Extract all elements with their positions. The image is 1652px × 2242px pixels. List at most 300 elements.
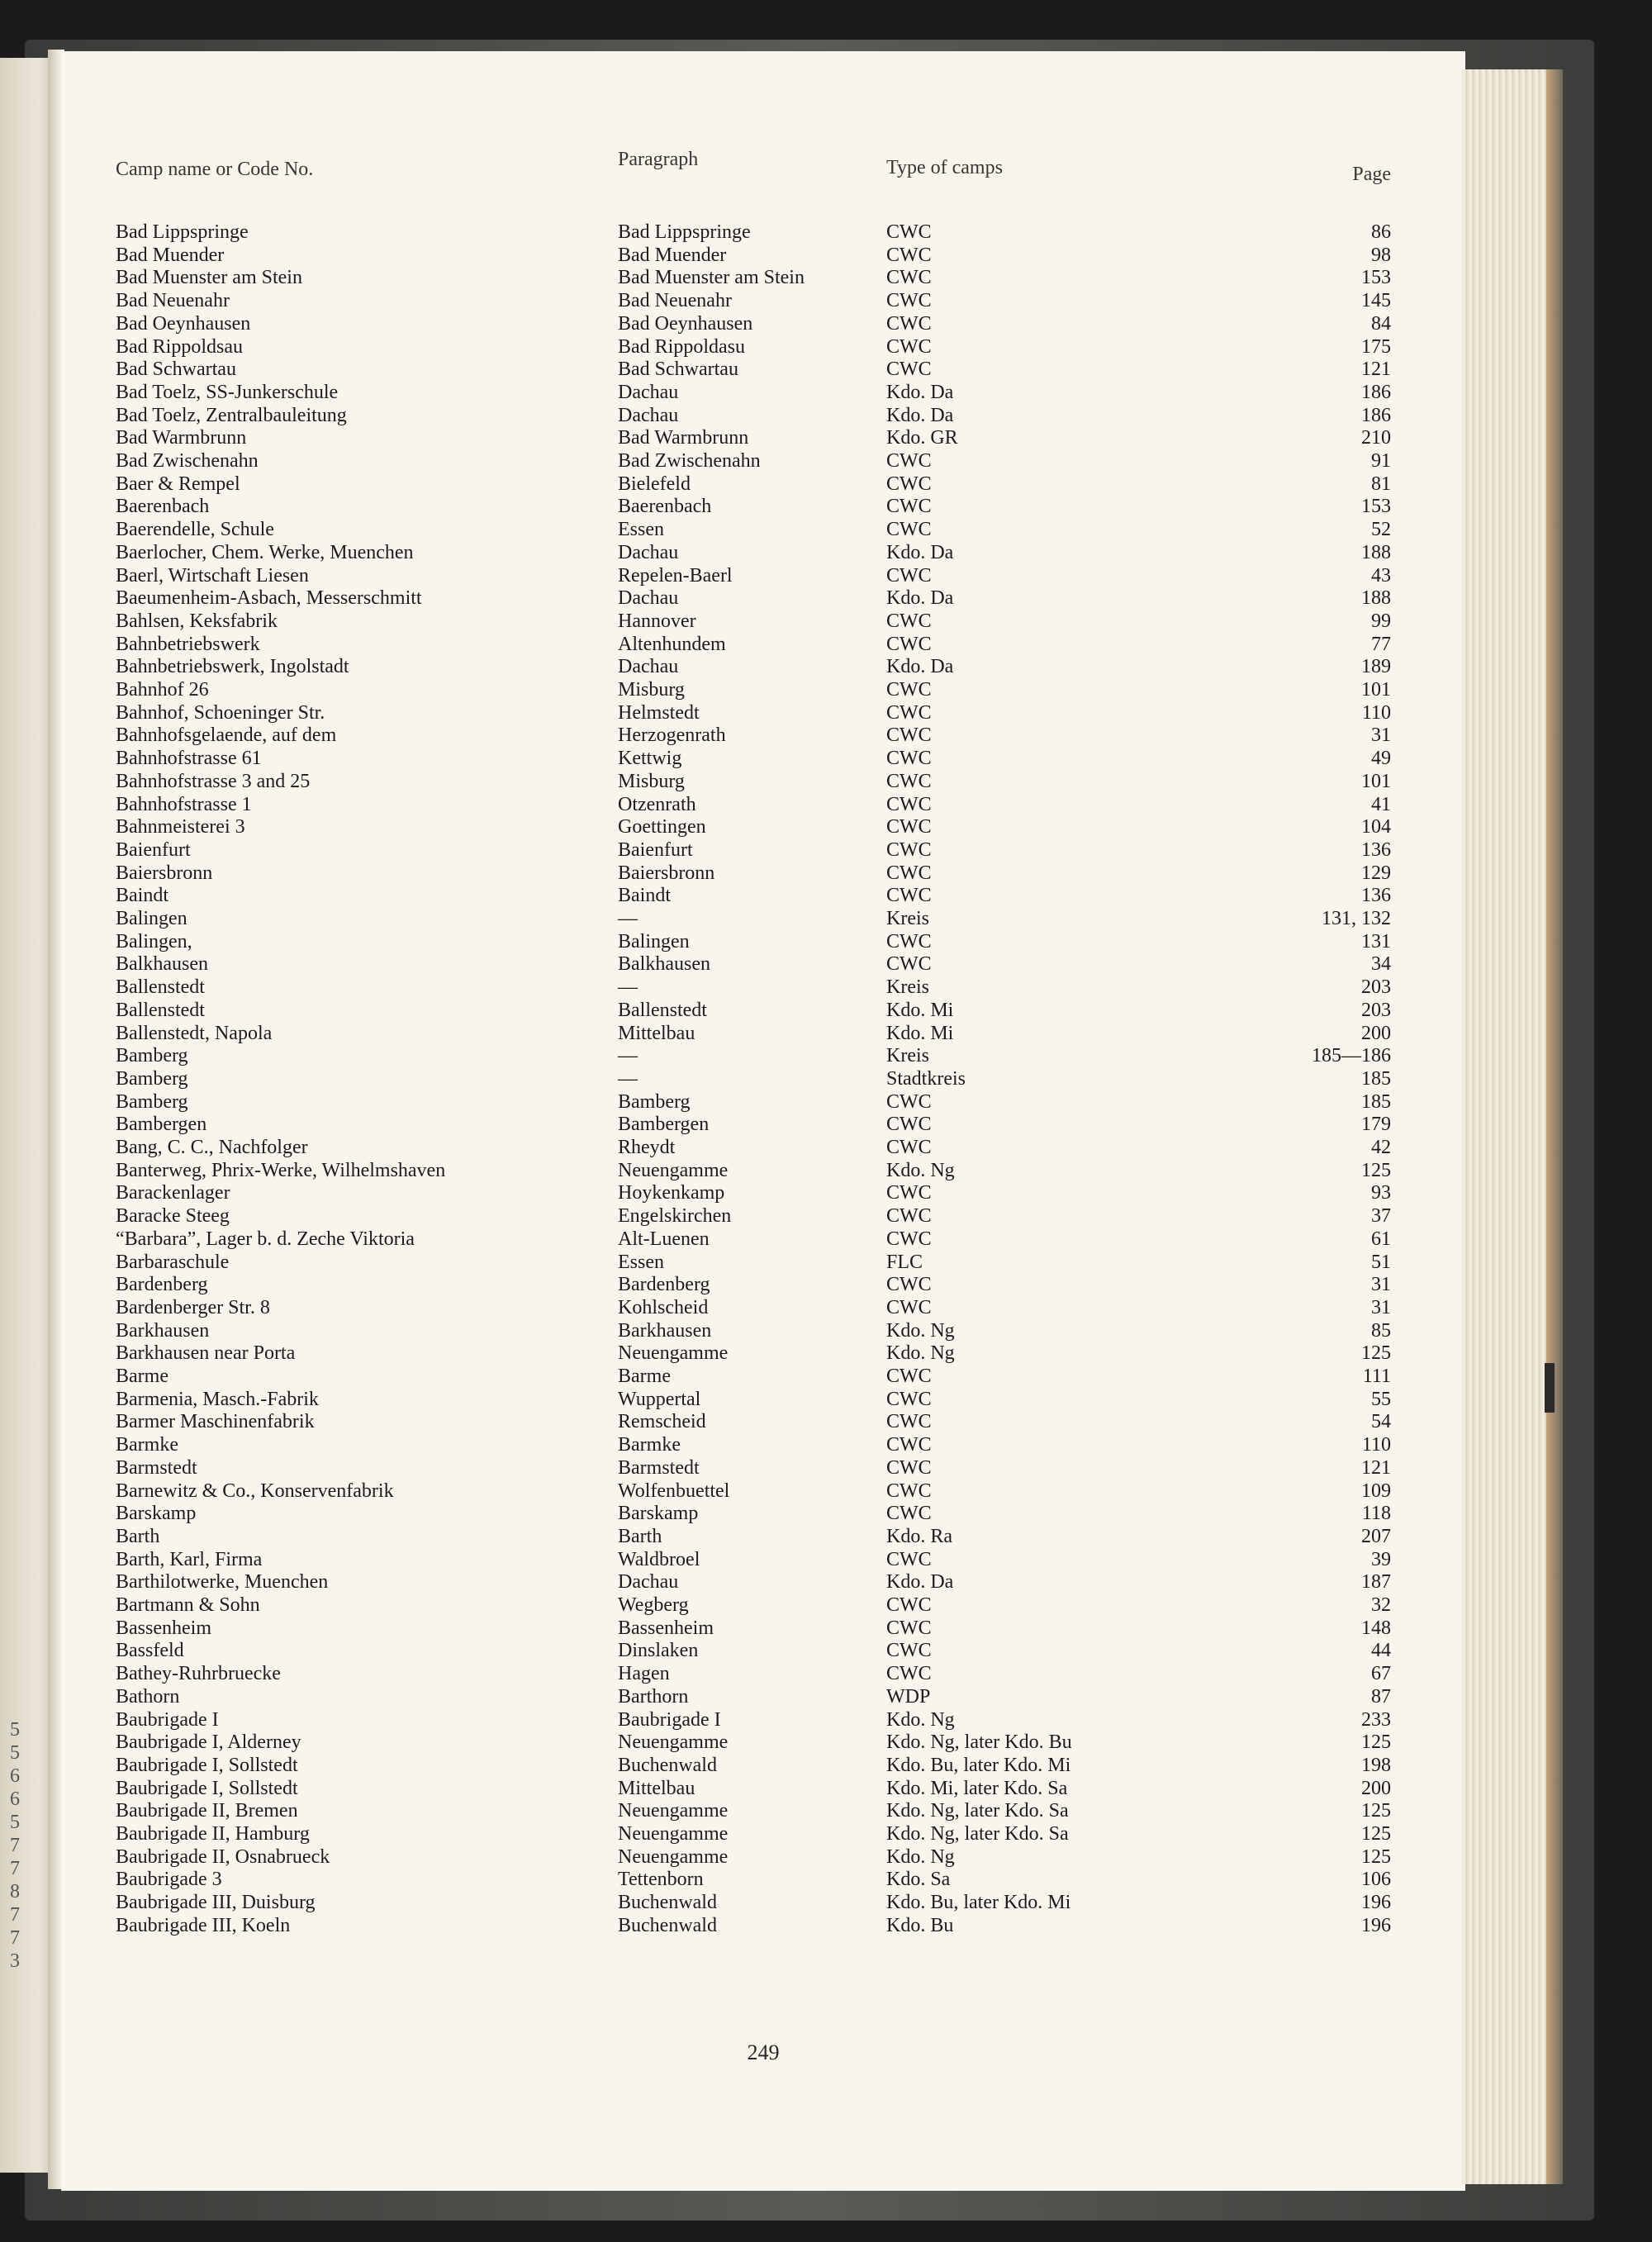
page-cell: 153 [1361,267,1391,289]
page-cell: 99 [1371,610,1391,632]
paragraph-cell: Bad Oeynhausen [618,312,753,335]
page-cell: 118 [1361,1503,1391,1525]
camp-name-cell: Baerendelle, Schule [116,519,274,541]
camp-name-cell: Bahnhof, Schoeninger Str. [116,701,325,724]
paragraph-cell: Baerenbach [618,496,712,518]
paragraph-cell: Bad Lippspringe [618,221,751,243]
table-row [61,952,1465,976]
type-cell: CWC [886,770,932,792]
table-row [61,1342,1465,1365]
left-page-margin-digits [2,1718,20,1973]
paragraph-cell: Baindt [618,885,671,907]
type-cell: CWC [886,1388,932,1410]
page-cell: 210 [1361,427,1391,449]
table-row [61,862,1465,885]
camp-name-cell: Barmenia, Masch.-Fabrik [116,1388,319,1410]
table-row [61,1480,1465,1503]
page-cell: 198 [1361,1754,1391,1776]
type-cell: CWC [886,1480,932,1502]
camp-name-cell: Bahnmeisterei 3 [116,816,245,838]
type-cell: WDP [886,1685,931,1708]
paragraph-cell: Dachau [618,1571,679,1594]
paragraph-cell: Rheydt [618,1137,676,1158]
page-cell: 43 [1371,564,1391,587]
page-cell: 203 [1361,976,1391,999]
page-cell: 52 [1371,519,1391,541]
table-row [61,815,1465,838]
paragraph-cell: Kohlscheid [618,1296,709,1318]
type-cell: CWC [886,244,932,266]
page-cell: 110 [1361,701,1391,724]
table-row [61,1914,1465,1937]
page-cell: 125 [1361,1159,1391,1181]
page-cell: 54 [1371,1411,1391,1433]
paragraph-cell: Barkhausen [618,1319,712,1342]
table-row [61,1822,1465,1845]
table-row [61,1617,1465,1640]
page-cell: 44 [1371,1640,1391,1662]
page-cell: 77 [1371,633,1391,655]
camp-name-cell: Barth, Karl, Firma [116,1548,263,1570]
type-cell: CWC [886,1411,932,1433]
header-page: Page [1352,164,1391,185]
page-cell: 55 [1371,1388,1391,1410]
page-cell: 87 [1371,1685,1391,1708]
page-cell: 145 [1361,290,1391,312]
table-row [61,1891,1465,1914]
type-cell: CWC [886,748,932,770]
page-cell: 129 [1361,862,1391,884]
table-row [61,1251,1465,1274]
paragraph-cell: Wuppertal [618,1388,701,1410]
camp-name-cell: Baer & Rempel [116,473,240,495]
camp-name-cell: Baienfurt [116,838,191,861]
paragraph-cell: Dachau [618,404,679,426]
table-row [61,426,1465,449]
margin-digit: 8 [10,1881,20,1902]
paragraph-cell: Dinslaken [618,1640,699,1662]
table-row [61,884,1465,907]
page-cell: 131, 132 [1322,908,1391,929]
table-row [61,1044,1465,1067]
table-row [61,1433,1465,1456]
paragraph-cell: Barthorn [618,1685,689,1708]
page-cell: 106 [1361,1869,1391,1891]
page-cell: 125 [1361,1342,1391,1365]
camp-name-cell: Baubrigade 3 [116,1869,222,1891]
paragraph-cell: Neuengamme [618,1159,729,1181]
table-row [61,770,1465,793]
margin-digit: 7 [10,1858,20,1879]
type-cell: CWC [886,679,932,701]
page-cell: 84 [1371,312,1391,335]
camp-name-cell: Baeumenheim-Asbach, Messerschmitt [116,587,422,610]
paragraph-cell: Neuengamme [618,1800,729,1822]
camp-name-cell: Bahnbetriebswerk [116,633,260,655]
type-cell: Kdo. Ng [886,1159,955,1181]
camp-name-cell: Ballenstedt [116,976,205,999]
paragraph-cell: Barth [618,1525,662,1547]
paragraph-cell: Bad Warmbrunn [618,427,749,449]
header-type: Type of camps [886,157,1003,178]
camp-name-cell: Baiersbronn [116,862,213,884]
page-cell: 186 [1361,381,1391,403]
paragraph-cell: Neuengamme [618,1823,729,1845]
camp-name-cell: Ballenstedt, Napola [116,1022,273,1044]
camp-name-cell: Baracke Steeg [116,1205,230,1228]
page-cell: 110 [1361,1434,1391,1456]
camp-name-cell: Baubrigade II, Osnabrueck [116,1845,330,1868]
camp-name-cell: Bahlsen, Keksfabrik [116,610,278,632]
page-cell: 31 [1371,724,1391,747]
paragraph-cell: Bad Rippoldasu [618,335,745,358]
type-cell: Kdo. Ng [886,1342,955,1365]
table-row [61,518,1465,541]
camp-name-cell: Bathey-Ruhrbruecke [116,1663,281,1685]
type-cell: Kreis [886,976,929,999]
paragraph-cell: Essen [618,1251,664,1273]
camp-name-cell: Bad Rippoldsau [116,335,243,358]
page-cell: 41 [1371,793,1391,815]
paragraph-cell: Mittelbau [618,1022,695,1044]
camp-name-cell: Baerlocher, Chem. Werke, Muenchen [116,541,414,563]
table-row [61,1868,1465,1891]
camp-name-cell: Bassenheim [116,1617,211,1639]
table-row [61,1113,1465,1136]
table-row [61,564,1465,587]
paragraph-cell: Bamberg [618,1090,691,1113]
camp-name-cell: Bahnhof 26 [116,679,209,701]
page-cell: 196 [1361,1914,1391,1936]
type-cell: CWC [886,793,932,815]
page-cell: 186 [1361,404,1391,426]
table-row [61,1708,1465,1731]
paragraph-cell: Bad Muender [618,244,727,266]
type-cell: Kdo. Ra [886,1525,952,1547]
type-cell: CWC [886,1594,932,1616]
type-cell: CWC [886,221,932,243]
paragraph-cell: Bad Schwartau [618,359,738,381]
camp-name-cell: Bad Warmbrunn [116,427,247,449]
camp-name-cell: Baubrigade II, Bremen [116,1800,298,1822]
table-row [61,449,1465,473]
margin-digit: 7 [10,1904,20,1926]
margin-digit: 3 [10,1950,20,1972]
margin-digit: 7 [10,1927,20,1949]
paragraph-cell: Hagen [618,1663,670,1685]
table-row [61,1845,1465,1869]
paragraph-cell: Bardenberg [618,1274,710,1296]
table-row [61,1525,1465,1548]
table-row [61,1365,1465,1388]
table-row [61,587,1465,610]
camp-name-cell: Bambergen [116,1114,207,1136]
paragraph-cell: Hannover [618,610,696,632]
page-cell: 101 [1361,679,1391,701]
type-cell: CWC [886,1296,932,1318]
page-number: 249 [747,2040,780,2064]
page-cell: 49 [1371,748,1391,770]
type-cell: Kdo. Da [886,587,954,610]
type-cell: Kdo. Da [886,381,954,403]
type-cell: CWC [886,1663,932,1685]
paragraph-cell: Goettingen [618,816,706,838]
paragraph-cell: Barmke [618,1434,681,1456]
type-cell: Kdo. Ng [886,1845,955,1868]
page-gutter [48,50,64,2189]
page-cell: 51 [1371,1251,1391,1273]
table-row [61,335,1465,359]
table-row [61,1570,1465,1594]
margin-digit: 5 [10,1742,20,1764]
header-paragraph: Paragraph [618,149,699,170]
type-cell: CWC [886,930,932,952]
page-cell: 93 [1371,1182,1391,1204]
type-cell: CWC [886,1137,932,1158]
paragraph-cell: Tettenborn [618,1869,704,1891]
camp-name-cell: Bad Lippspringe [116,221,249,243]
page-cell: 111 [1362,1366,1391,1387]
page-cell: 34 [1371,953,1391,976]
paragraph-cell: Kettwig [618,748,682,770]
page-cell: 39 [1371,1548,1391,1570]
table-row [61,999,1465,1022]
camp-name-cell: Bad Schwartau [116,359,236,381]
page-cell: 32 [1371,1594,1391,1616]
camp-name-cell: Baubrigade I [116,1708,219,1731]
type-cell: Kdo. Ng, later Kdo. Sa [886,1800,1069,1822]
paragraph-cell: Mittelbau [618,1777,695,1799]
type-cell: Kreis [886,1045,929,1067]
type-cell: Kdo. Ng [886,1319,955,1342]
camp-name-cell: Bamberg [116,1090,188,1113]
table-row [61,1159,1465,1182]
type-cell: CWC [886,267,932,289]
paragraph-cell: Bielefeld [618,473,691,495]
page-cell: 179 [1361,1114,1391,1136]
table-row [61,701,1465,724]
type-cell: CWC [886,1114,932,1136]
type-cell: CWC [886,1205,932,1228]
type-cell: CWC [886,1366,932,1387]
table-row [61,221,1465,244]
camp-name-cell: “Barbara”, Lager b. d. Zeche Viktoria [116,1228,415,1250]
paragraph-cell: Wegberg [618,1594,689,1616]
paragraph-cell: — [618,1045,638,1067]
page-cell: 207 [1361,1525,1391,1547]
book-page [61,51,1465,2191]
page-cell: 148 [1361,1617,1391,1639]
type-cell: Kdo. Mi [886,1022,954,1044]
page-cell: 196 [1361,1892,1391,1914]
camp-name-cell: Barskamp [116,1503,197,1525]
paragraph-cell: Buchenwald [618,1754,717,1776]
type-cell: FLC [886,1251,923,1273]
page-cell: 121 [1361,359,1391,381]
table-row [61,1319,1465,1342]
table-row [61,1388,1465,1411]
camp-name-cell: Bamberg [116,1067,188,1090]
table-row [61,1662,1465,1685]
page-cell: 42 [1371,1137,1391,1158]
page-cell: 98 [1371,244,1391,266]
camp-name-cell: Bad Neuenahr [116,290,230,312]
camp-name-cell: Baubrigade I, Sollstedt [116,1777,298,1799]
page-cell: 188 [1361,587,1391,610]
camp-name-cell: Bahnhofstrasse 1 [116,793,252,815]
camp-name-cell: Baindt [116,885,169,907]
type-cell: CWC [886,838,932,861]
paragraph-cell: Bad Muenster am Stein [618,267,805,289]
page-cell: 85 [1371,1319,1391,1342]
camp-name-cell: Baubrigade I, Sollstedt [116,1754,298,1776]
page-cell: 125 [1361,1845,1391,1868]
page-cell: 109 [1361,1480,1391,1502]
camp-name-cell: Balingen [116,908,188,929]
camp-name-cell: Barbaraschule [116,1251,230,1273]
camp-name-cell: Balingen, [116,930,192,952]
table-row [61,655,1465,678]
table-row [61,1090,1465,1114]
camp-name-cell: Baubrigade III, Duisburg [116,1892,316,1914]
camp-name-cell: Bahnhofstrasse 61 [116,748,262,770]
table-row [61,747,1465,770]
paragraph-cell: Bad Neuenahr [618,290,732,312]
type-cell: CWC [886,1434,932,1456]
camp-name-cell: Bardenberger Str. 8 [116,1296,270,1318]
page-cell: 153 [1361,496,1391,518]
page-cell: 81 [1371,473,1391,495]
paragraph-cell: Bambergen [618,1114,710,1136]
paragraph-cell: Barme [618,1366,671,1387]
table-row [61,1181,1465,1204]
table-row [61,610,1465,633]
paragraph-cell: Balingen [618,930,690,952]
page-cell: 185 [1361,1067,1391,1090]
camp-name-cell: Bassfeld [116,1640,184,1662]
camp-name-cell: Bad Muenster am Stein [116,267,302,289]
type-cell: CWC [886,335,932,358]
paragraph-cell: Engelskirchen [618,1205,732,1228]
paragraph-cell: — [618,1067,638,1090]
table-row [61,312,1465,335]
camp-name-cell: Barkhausen near Porta [116,1342,296,1365]
paragraph-cell: Hoykenkamp [618,1182,725,1204]
table-row [61,678,1465,701]
paragraph-cell: Bassenheim [618,1617,714,1639]
page-cell: 185—186 [1312,1045,1391,1067]
table-row [61,1204,1465,1228]
camp-name-cell: Bamberg [116,1045,188,1067]
table-row [61,541,1465,564]
table-row [61,1296,1465,1319]
type-cell: Kdo. Mi, later Kdo. Sa [886,1777,1068,1799]
paragraph-cell: Remscheid [618,1411,706,1433]
table-row [61,289,1465,312]
paragraph-cell: Balkhausen [618,953,710,976]
type-cell: CWC [886,1548,932,1570]
camp-name-cell: Bad Zwischenahn [116,450,259,472]
page-cell: 121 [1361,1456,1391,1479]
type-cell: CWC [886,290,932,312]
camp-name-cell: Bahnbetriebswerk, Ingolstadt [116,656,349,678]
table-row [61,1594,1465,1617]
camp-name-cell: Bad Toelz, Zentralbauleitung [116,404,347,426]
type-cell: CWC [886,724,932,747]
page-cell: 203 [1361,999,1391,1021]
paragraph-cell: Altenhundem [618,633,726,655]
paragraph-cell: Baiersbronn [618,862,715,884]
margin-digit: 6 [10,1788,20,1810]
table-row [61,1731,1465,1754]
type-cell: Kdo. Da [886,541,954,563]
type-cell: CWC [886,312,932,335]
camp-name-cell: Baubrigade III, Koeln [116,1914,291,1936]
type-cell: CWC [886,1274,932,1296]
margin-digit: 5 [10,1812,20,1833]
table-row [61,358,1465,381]
table-row [61,244,1465,267]
page-cell: 125 [1361,1731,1391,1754]
page-cell: 136 [1361,838,1391,861]
page-cell: 200 [1361,1777,1391,1799]
paragraph-cell: Dachau [618,656,679,678]
type-cell: CWC [886,496,932,518]
page-cell: 31 [1371,1296,1391,1318]
page-cell: 187 [1361,1571,1391,1594]
type-cell: CWC [886,701,932,724]
page-cell: 189 [1361,656,1391,678]
table-row [61,473,1465,496]
table-row [61,1548,1465,1571]
paragraph-cell: Ballenstedt [618,999,707,1021]
paragraph-cell: Waldbroel [618,1548,700,1570]
type-cell: Kreis [886,908,929,929]
header-camp-name: Camp name or Code No. [116,159,314,180]
page-cell: 136 [1361,885,1391,907]
page-cell: 185 [1361,1090,1391,1113]
type-cell: CWC [886,816,932,838]
table-row [61,724,1465,747]
type-cell: CWC [886,359,932,381]
table-row [61,1273,1465,1296]
page-cell: 233 [1361,1708,1391,1731]
paragraph-cell: Baubrigade I [618,1708,721,1731]
page-cell: 91 [1371,450,1391,472]
table-row [61,1685,1465,1708]
page-cell: 175 [1361,335,1391,358]
camp-name-cell: Barmke [116,1434,178,1456]
paragraph-cell: Neuengamme [618,1342,729,1365]
table-row [61,404,1465,427]
page-cell: 104 [1361,816,1391,838]
type-cell: Stadtkreis [886,1067,966,1090]
type-cell: Kdo. Sa [886,1869,951,1891]
type-cell: CWC [886,519,932,541]
paragraph-cell: — [618,976,638,999]
type-cell: CWC [886,1617,932,1639]
paragraph-cell: Bad Zwischenahn [618,450,761,472]
paragraph-cell: Neuengamme [618,1845,729,1868]
page-block-edges [1462,69,1553,2184]
camp-name-cell: Bahnhofsgelaende, auf dem [116,724,337,747]
table-row [61,266,1465,289]
binding-gap [1545,1363,1555,1413]
page-cell: 131 [1361,930,1391,952]
camp-name-cell: Bathorn [116,1685,180,1708]
type-cell: CWC [886,1503,932,1525]
page-cell: 125 [1361,1823,1391,1845]
